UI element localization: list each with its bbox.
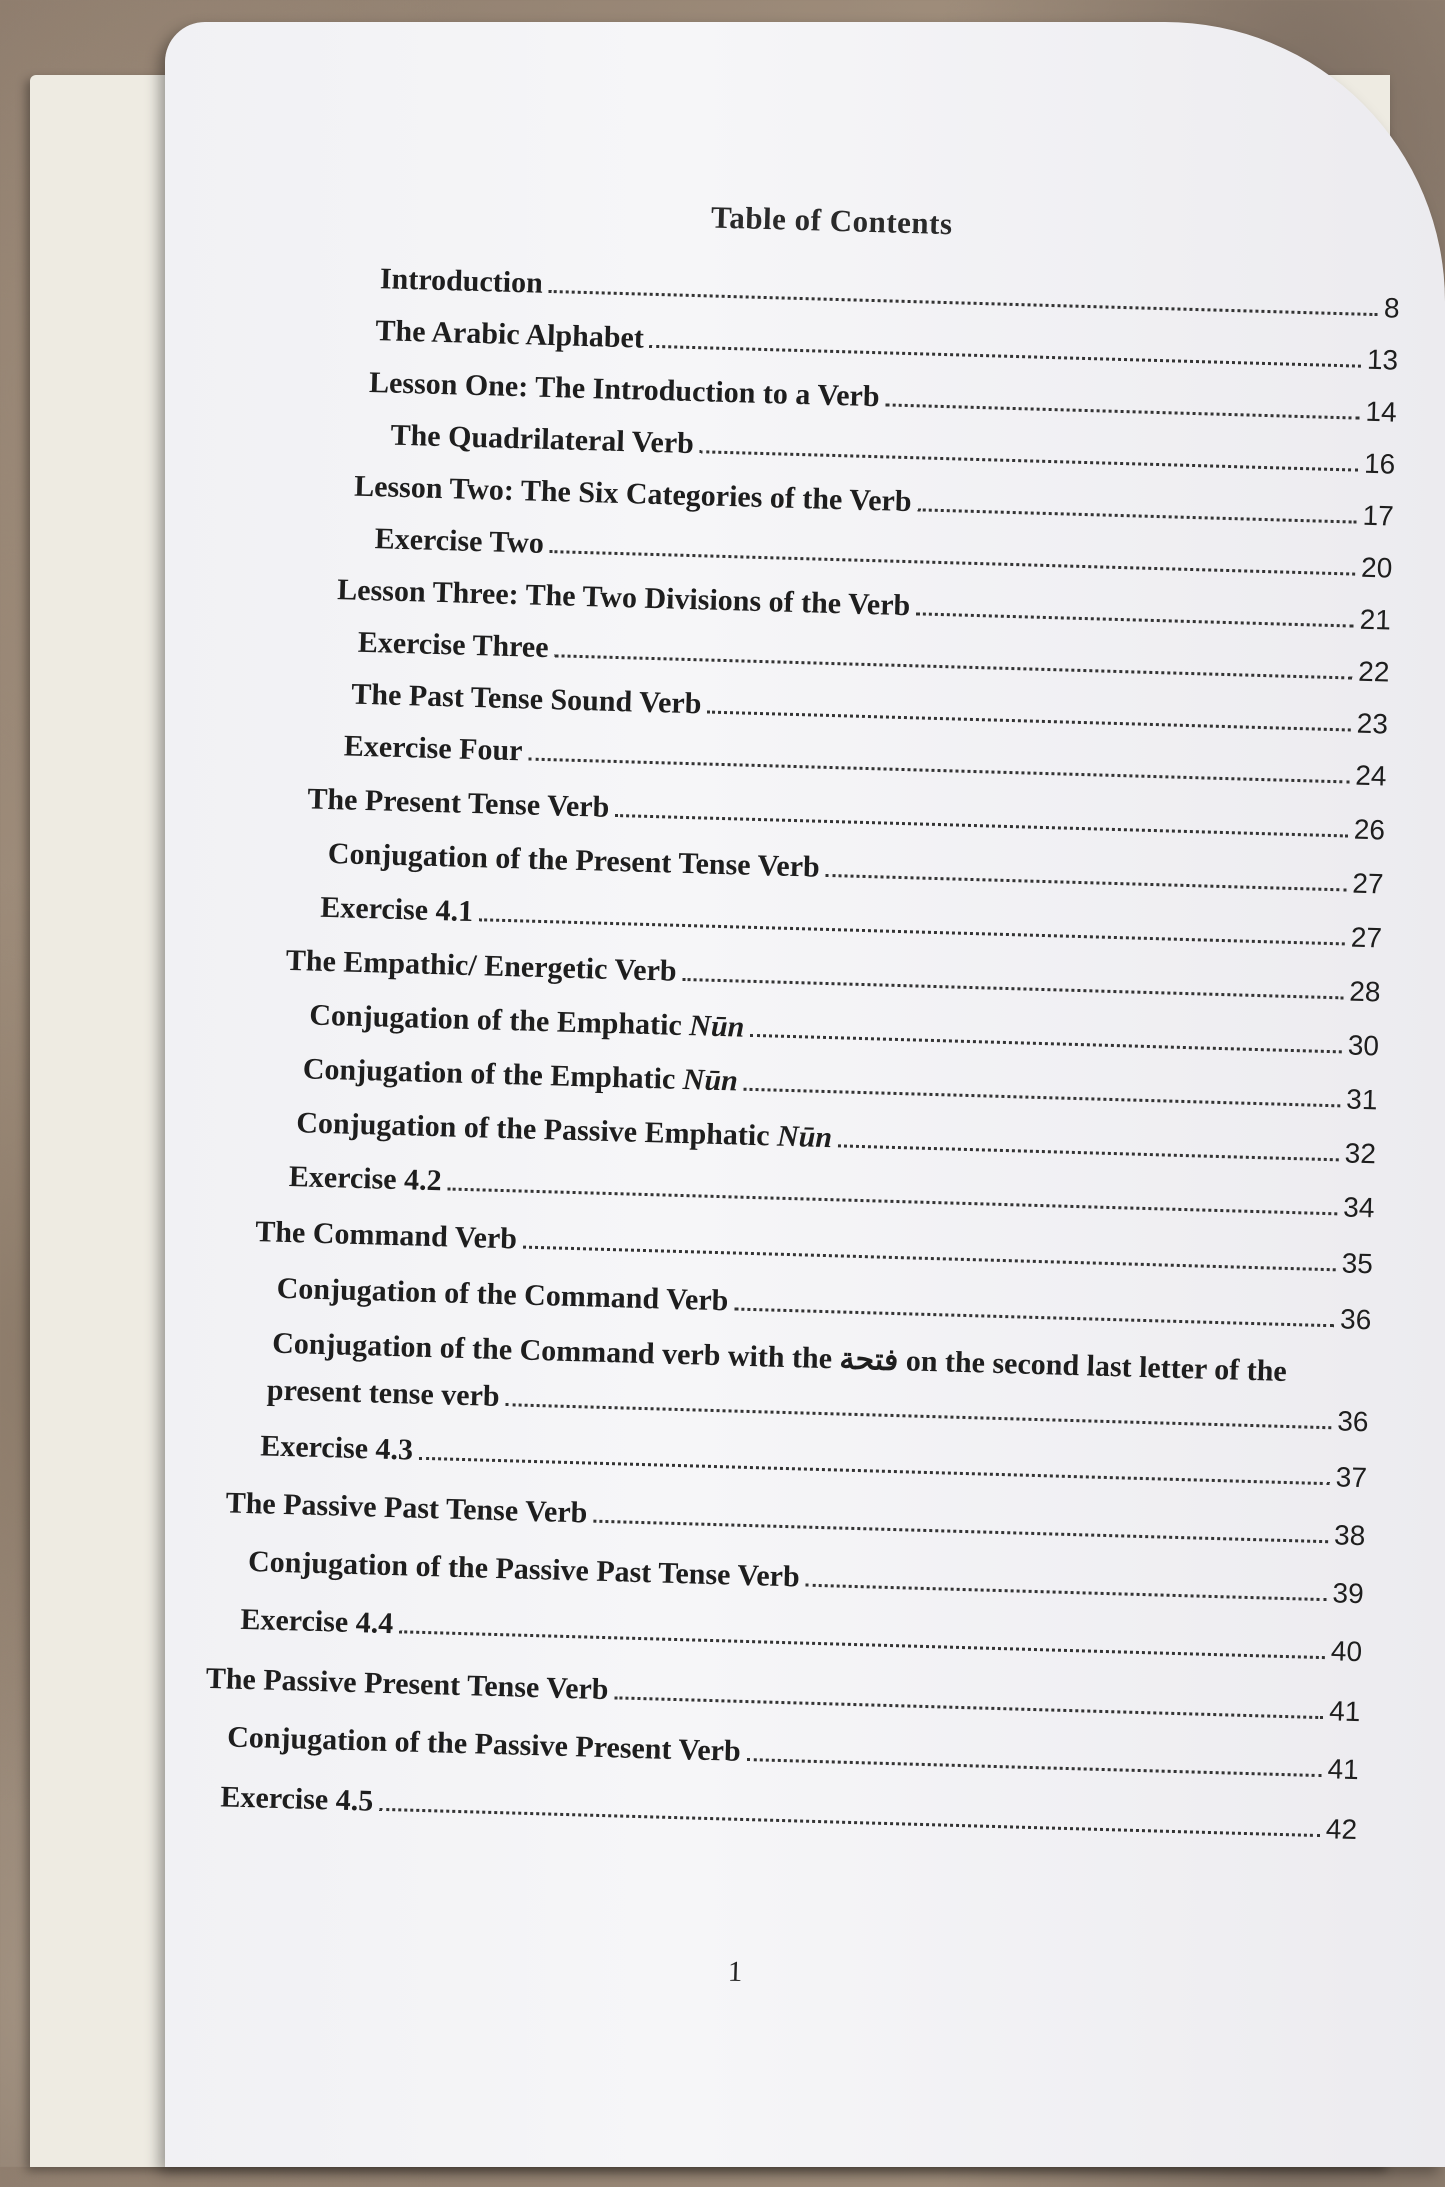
toc-entry-page: 41	[1327, 1753, 1360, 1786]
toc-entry-conjugation-passive-past	[248, 1545, 1365, 1610]
toc-entry-label: Conjugation of the Passive Emphatic Nūn	[295, 1106, 833, 1155]
toc-entry-lesson-one	[369, 366, 1398, 429]
toc-entry-page: 26	[1353, 813, 1386, 846]
toc-entry-label: present tense verb	[266, 1373, 501, 1413]
toc-entry-conjugation-command-fatha-line1: Conjugation of the Command verb with the فتحة on the second last letter of the	[271, 1326, 1288, 1388]
toc-entry-page: 17	[1362, 499, 1395, 532]
toc-entry-page: 35	[1341, 1247, 1374, 1280]
dot-leader	[479, 918, 1345, 945]
toc-entry-passive-past-tense-verb	[225, 1486, 1366, 1552]
toc-entry-label: The Passive Past Tense Verb	[225, 1486, 588, 1530]
toc-entry-label: Conjugation of the Emphatic Nūn	[302, 1052, 739, 1098]
toc-entry-page: 8	[1383, 292, 1401, 324]
dot-leader	[734, 1308, 1334, 1328]
toc-entry-exercise-three	[357, 626, 1390, 689]
toc-entry-label: Exercise 4.2	[288, 1160, 443, 1198]
toc-entry-exercise-two	[374, 522, 1393, 584]
toc-entry-page: 42	[1325, 1813, 1358, 1846]
toc-entry-page: 36	[1339, 1303, 1372, 1336]
toc-entry-lesson-two	[354, 470, 1395, 533]
toc-entry-page: 30	[1347, 1029, 1380, 1062]
dot-leader	[614, 1696, 1323, 1719]
dot-leader	[825, 874, 1346, 892]
toc-entry-page: 28	[1348, 975, 1381, 1008]
toc-entry-label: The Command Verb	[254, 1215, 518, 1256]
toc-entry-page: 34	[1342, 1191, 1375, 1224]
toc-entry-conjugation-present-tense	[327, 837, 1384, 900]
toc-entry-page: 41	[1328, 1695, 1361, 1728]
dot-leader	[917, 508, 1356, 523]
dot-leader	[379, 1808, 1320, 1837]
toc-entry-page: 31	[1345, 1083, 1378, 1116]
toc-entry-page: 27	[1350, 921, 1383, 954]
toc-entry-label: The Arabic Alphabet	[375, 314, 645, 355]
toc-entry-label: Lesson One: The Introduction to a Verb	[368, 365, 881, 414]
toc-entry-page: 13	[1366, 343, 1399, 376]
toc-entry-label: Exercise 4.4	[240, 1602, 394, 1641]
dot-leader	[707, 711, 1351, 732]
dot-leader	[523, 1246, 1336, 1272]
toc-entry-past-tense-sound-verb	[351, 678, 1389, 741]
toc-entry-label: Exercise 4.5	[220, 1780, 374, 1818]
page-number: 1	[727, 1955, 743, 1988]
toc-entry-label: Lesson Three: The Two Divisions of the Verb	[336, 573, 911, 623]
dot-leader	[916, 612, 1354, 627]
dot-leader	[682, 978, 1343, 999]
toc-entry-page: 32	[1344, 1137, 1377, 1170]
toc-entry-arabic-alphabet	[375, 314, 1399, 377]
dot-leader	[885, 403, 1359, 419]
dot-leader	[838, 1144, 1339, 1161]
toc-entry-page: 23	[1356, 707, 1389, 740]
toc-entry-label: The Quadrilateral Verb	[390, 418, 695, 461]
toc-entry-label: Conjugation of the Emphatic Nūn	[308, 998, 745, 1044]
dot-leader	[447, 1187, 1337, 1215]
toc-entry-conjugation-passive-emphatic-nun	[296, 1106, 1377, 1170]
toc-title: Table of Contents	[710, 199, 954, 242]
toc-entry-passive-present-tense-verb	[205, 1662, 1360, 1728]
toc-entry-page: 37	[1335, 1461, 1368, 1494]
toc-entry-lesson-three	[337, 573, 1392, 636]
toc-entry-label: Exercise Two	[374, 522, 545, 560]
dot-leader	[399, 1630, 1325, 1659]
dot-leader	[593, 1520, 1328, 1544]
toc-entry-page: 27	[1351, 867, 1384, 900]
dot-leader	[554, 654, 1352, 679]
dot-leader	[615, 814, 1348, 837]
toc-entry-quadrilateral-verb	[390, 419, 1396, 481]
dot-leader	[549, 290, 1378, 316]
dot-leader	[805, 1584, 1326, 1602]
toc-entry-label: Conjugation of the Present Tense Verb	[327, 837, 821, 884]
dot-leader	[650, 345, 1361, 368]
toc-entry-conjugation-emphatic-nun-1	[309, 999, 1380, 1063]
toc-entry-label: The Passive Present Tense Verb	[205, 1661, 609, 1707]
toc-entry-page: 38	[1333, 1519, 1366, 1552]
toc-entry-page: 39	[1332, 1577, 1365, 1610]
dot-leader	[700, 450, 1358, 471]
dot-leader	[419, 1457, 1330, 1485]
toc-entry-label: Exercise Three	[357, 625, 550, 665]
dot-leader	[746, 1758, 1321, 1777]
toc-entry-introduction	[380, 262, 1401, 324]
dot-leader	[528, 758, 1349, 784]
toc-entry-label: The Present Tense Verb	[306, 782, 610, 824]
toc-entry-exercise-4-5	[220, 1780, 1358, 1846]
toc-entry-label: Exercise 4.1	[319, 890, 474, 929]
toc-entry-page: 16	[1363, 447, 1396, 480]
toc-entry-conjugation-emphatic-nun-2	[302, 1052, 1378, 1116]
toc-entry-page: 20	[1360, 551, 1393, 584]
toc-entry-page: 14	[1365, 395, 1398, 428]
toc-entry-label: Conjugation of the Passive Past Tense Verb	[247, 1545, 801, 1594]
toc-entry-exercise-4-1	[320, 891, 1383, 955]
toc-entry-label: Exercise Four	[343, 729, 523, 768]
toc-entry-exercise-four	[343, 729, 1387, 792]
toc-entry-page: 24	[1354, 759, 1387, 792]
toc-entry-page: 40	[1330, 1635, 1363, 1668]
toc-entry-command-verb	[255, 1215, 1374, 1280]
dot-leader	[505, 1403, 1331, 1429]
toc-entry-conjugation-command-verb	[276, 1272, 1372, 1337]
dot-leader	[750, 1034, 1342, 1054]
toc-entry-label: Conjugation of the Command Verb	[276, 1271, 729, 1318]
toc-entry-page: 22	[1357, 655, 1390, 688]
dot-leader	[550, 550, 1355, 575]
toc-entry-exercise-4-3	[260, 1429, 1368, 1494]
toc-entry-exercise-4-2	[288, 1160, 1375, 1224]
toc-entry-empathic-energetic-verb	[285, 944, 1381, 1009]
toc-entry-label: Exercise 4.3	[259, 1429, 414, 1467]
toc-entry-page: 36	[1336, 1405, 1369, 1438]
toc-entry-exercise-4-4	[240, 1603, 1363, 1668]
toc-entry-label: The Empathic/ Energetic Verb	[285, 943, 678, 988]
toc-entry-label: Introduction	[379, 262, 544, 300]
toc-entry-conjugation-passive-present	[227, 1721, 1360, 1787]
dot-leader	[744, 1088, 1341, 1108]
toc-entry-label: Conjugation of the Passive Present Verb	[226, 1720, 742, 1768]
toc-entry-label: Lesson Two: The Six Categories of the Verb	[353, 469, 912, 519]
toc-entry-present-tense-verb	[307, 782, 1386, 846]
toc-list	[21, 252, 1445, 1846]
toc-entry-page: 21	[1359, 603, 1392, 636]
toc-entry-label: The Past Tense Sound Verb	[350, 677, 702, 721]
